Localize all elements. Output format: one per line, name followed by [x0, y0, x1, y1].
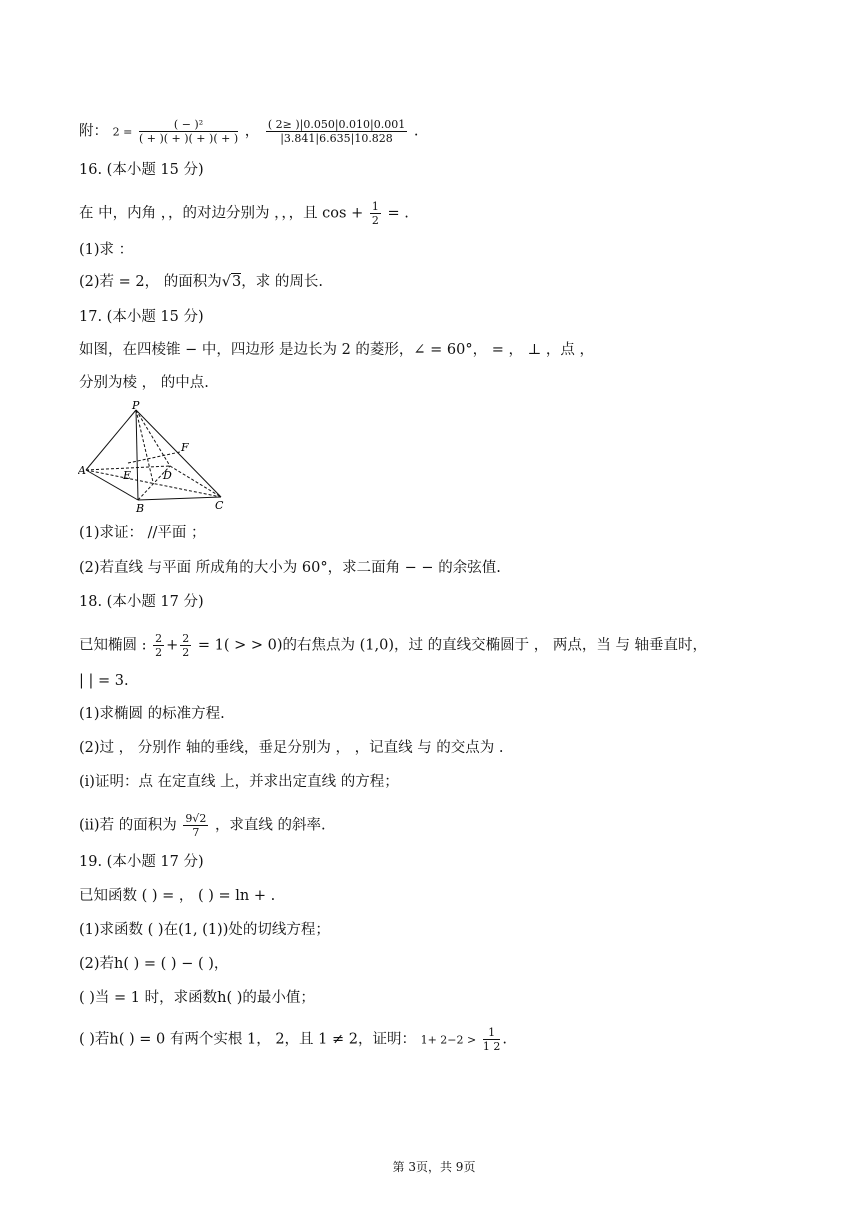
q19-title: 19. (本小题 17 分): [79, 854, 204, 870]
label-d: D: [163, 469, 172, 482]
q19-part-b: [79, 1026, 507, 1053]
q18-stem-a: 已知椭圆 :: [79, 637, 147, 654]
q19-pb-a: ( )若h( ) = 0 有两个实根 1， 2，且 1 ≠ 2，证明：: [79, 1031, 416, 1048]
q18-stem: [79, 632, 707, 659]
pyramid-figure: [78, 400, 228, 515]
q16-part2: (2)若 = 2， 的面积为√3，求 的周长.: [79, 274, 323, 290]
q16-frac-num: 1: [371, 200, 379, 213]
k2-denominator: ( + )( + )( + )( + ): [138, 132, 239, 145]
q18-stem2: | | = 3.: [79, 673, 129, 689]
segment-ef: [128, 452, 180, 463]
q19-pb-end: .: [502, 1031, 507, 1048]
table-values: |3.841|6.635|10.828: [280, 132, 393, 145]
q19-pb-b: 1+ 2−2 >: [420, 1033, 477, 1047]
q16-fraction: [370, 200, 381, 227]
q18-f1-num: 2: [155, 632, 163, 645]
edge-pa: [86, 410, 136, 470]
q18-pii-b: ，求直线 的斜率.: [214, 817, 326, 834]
q18-f2-num: 2: [182, 632, 190, 645]
k2-formula: [139, 118, 238, 145]
q18-f2-den: 2: [182, 646, 190, 659]
edge-bc: [138, 497, 221, 500]
q19-pb-den: 1 2: [482, 1040, 501, 1053]
q16-frac-den: 2: [371, 214, 379, 227]
appendix-label: 附：: [79, 123, 108, 140]
q18-part1: (1)求椭圆 的标准方程.: [79, 706, 225, 722]
q19-part-a: ( )当 = 1 时，求函数h( )的最小值；: [79, 990, 315, 1006]
q18-area-den: 7: [192, 826, 200, 839]
q16-stem-a: 在 中，内角 ，，的对边分别为 ，，，且 cos +: [79, 205, 364, 222]
q19-ineq-frac: [483, 1026, 501, 1053]
q16-stem: [79, 200, 409, 227]
q19-part1: (1)求函数 ( )在(1, (1))处的切线方程；: [79, 922, 330, 938]
k2-prefix: 2 =: [112, 125, 133, 139]
appendix-line: [79, 118, 418, 145]
q18-frac-x: [153, 632, 164, 659]
q18-part-ii: [79, 812, 326, 839]
edge-pb: [136, 410, 138, 500]
segment-po: [136, 410, 153, 482]
label-e: E: [123, 469, 132, 482]
table-head: ( 2≥ )|0.050|0.010|0.001: [267, 118, 406, 131]
q18-plus: +: [166, 637, 179, 654]
label-a: A: [78, 464, 86, 477]
appendix-end: .: [413, 123, 419, 140]
q16-p2-a: (2)若 = 2， 的面积为: [79, 274, 222, 290]
q18-frac-y: [180, 632, 191, 659]
q17-title: 17. (本小题 15 分): [79, 309, 204, 325]
label-b: B: [136, 502, 145, 515]
label-c: C: [215, 499, 224, 512]
q17-stem1: 如图，在四棱锥 − 中，四边形 是边长为 2 的菱形，∠ = 60°， = ， ⊥ ，点 ，: [79, 342, 594, 358]
q16-p2-b: ，求 的周长.: [241, 274, 323, 290]
q18-f1-den: 2: [155, 646, 163, 659]
q18-stem-b: = 1( > > 0)的右焦点为 (1,0)，过 的直线交椭圆于 ， 两点，当 与 轴垂直时，: [197, 637, 708, 654]
q17-part2: (2)若直线 与平面 所成角的大小为 60°，求二面角 − − 的余弦值.: [79, 560, 501, 576]
q18-pii-a: (ii)若 的面积为: [79, 817, 177, 834]
q17-stem2: 分别为棱 ， 的中点.: [79, 375, 209, 391]
page-footer: 第 3页，共 9页: [392, 1160, 476, 1174]
q16-part1: (1)求 ：: [79, 242, 134, 258]
label-f: F: [181, 441, 189, 454]
q19-part2: (2)若h( ) = ( ) − ( )，: [79, 956, 229, 972]
q18-part-i: (i)证明：点 在定直线 上，并求出定直线 的方程；: [79, 774, 399, 790]
q18-area-num: 9√2: [185, 812, 207, 825]
q16-title: 16. (本小题 15 分): [79, 162, 204, 178]
k2-numerator: ( − )²: [139, 118, 238, 132]
q19-stem: 已知函数 ( ) = ， ( ) = ln + .: [79, 888, 276, 904]
q17-part1: (1)求证： //平面 ；: [79, 525, 206, 541]
q16-sqrt: 3: [232, 274, 242, 290]
q18-title: 18. (本小题 17 分): [79, 594, 204, 610]
edge-pc: [136, 410, 221, 497]
critical-value-table: [266, 118, 407, 145]
label-p: P: [132, 400, 140, 412]
q18-area-frac: [183, 812, 208, 839]
q16-stem-b: = .: [387, 205, 409, 222]
q19-pb-num: 1: [483, 1026, 501, 1040]
q18-part2: (2)过 ， 分别作 轴的垂线，垂足分别为 ， ，记直线 与 的交点为 .: [79, 740, 504, 756]
appendix-comma: ，: [244, 123, 260, 140]
